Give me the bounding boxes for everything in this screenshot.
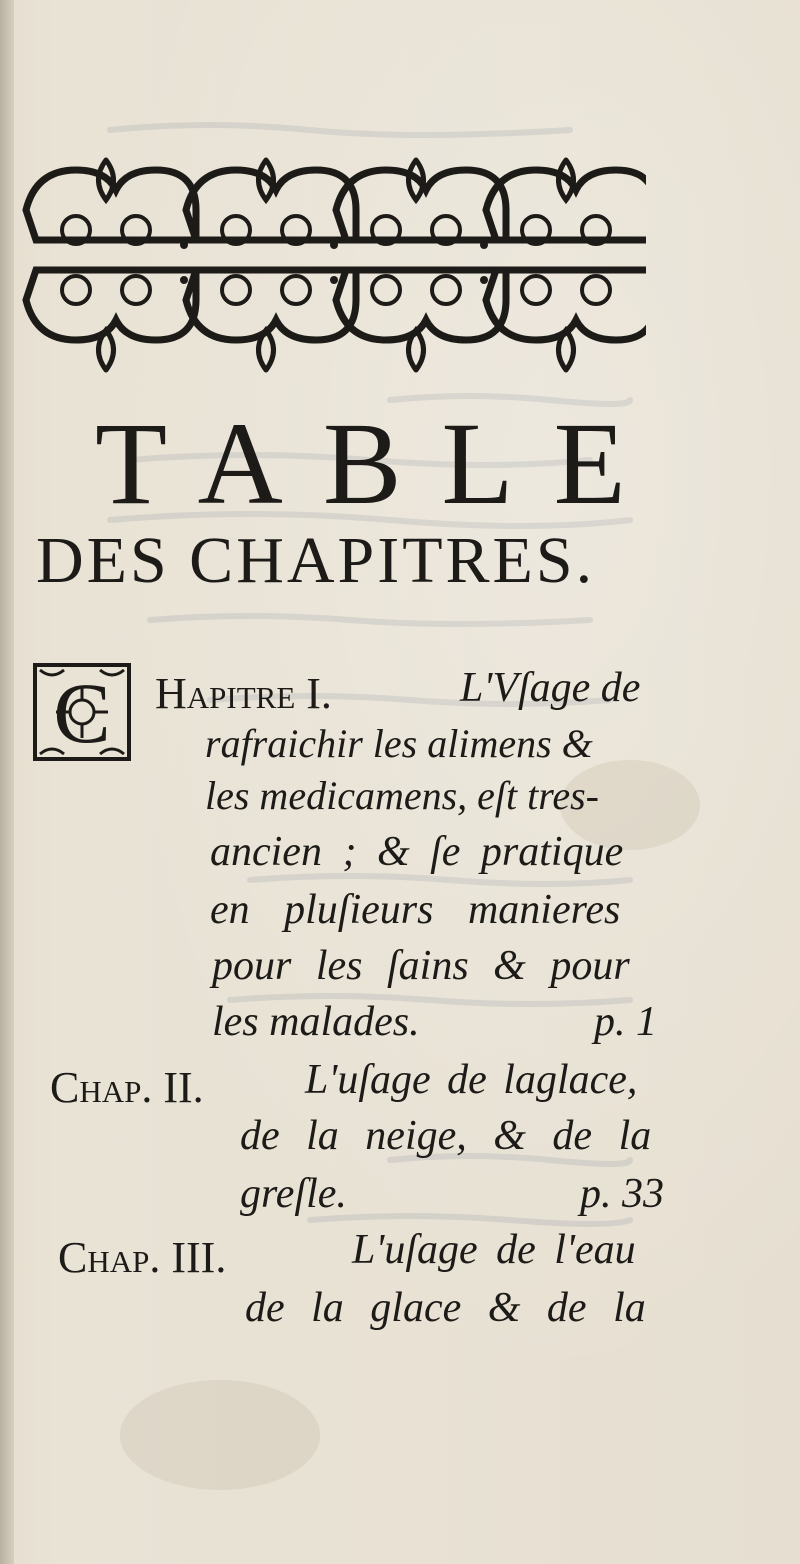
ornament-band bbox=[16, 150, 646, 380]
entry-label: Chap. II. bbox=[50, 1063, 204, 1112]
entry-text-line: L'uſage de l'eau bbox=[352, 1227, 636, 1273]
entry-text-line: L'Vſage de bbox=[460, 665, 641, 711]
entry-text-line: de la glace & de la bbox=[245, 1285, 646, 1331]
entry-text-line: les medicamens, eſt tres- bbox=[205, 773, 599, 818]
entry-text-line: de la neige, & de la bbox=[240, 1113, 652, 1159]
entry-page-number: p. 33 bbox=[580, 1171, 664, 1217]
dropcap-ornament bbox=[32, 662, 132, 762]
entry-text-line: rafraichir les alimens & bbox=[205, 721, 593, 766]
entry-text-line: en pluſieurs manieres bbox=[210, 887, 621, 933]
entry-text-line: ancien ; & ſe pratique bbox=[210, 829, 624, 875]
page-subtitle: DES CHAPITRES. bbox=[36, 524, 596, 597]
dropcap-letter: C bbox=[53, 665, 111, 761]
entry-label: Hapitre I. bbox=[155, 669, 332, 718]
entry-label: Chap. III. bbox=[58, 1233, 227, 1282]
entry-text-line: les malades. bbox=[212, 999, 420, 1045]
ornament-tile bbox=[26, 160, 196, 370]
paper-stain bbox=[120, 1380, 320, 1490]
ornament-tile bbox=[186, 160, 356, 370]
entry-page-number: p. 1 bbox=[594, 999, 657, 1045]
page-title: TABLE bbox=[95, 398, 666, 529]
entry-text-line: L'uſage de laglace, bbox=[305, 1057, 638, 1103]
ornament-tile bbox=[336, 160, 506, 370]
ornament-tile bbox=[486, 160, 646, 370]
entry-text-line: pour les ſains & pour bbox=[212, 943, 630, 989]
entry-text-line: greſle. bbox=[240, 1171, 347, 1217]
page-gutter bbox=[0, 0, 14, 1564]
